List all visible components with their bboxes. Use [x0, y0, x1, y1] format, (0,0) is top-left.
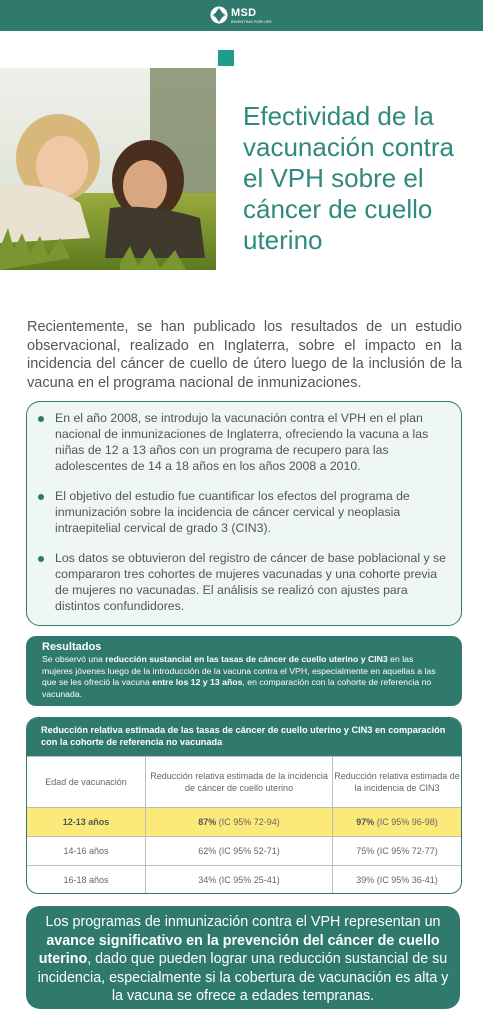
cin-ci: (IC 95% 72-77): [374, 846, 438, 856]
results-text: [42, 654, 446, 700]
table-row: [27, 837, 461, 866]
cin-pct: 75%: [356, 846, 375, 856]
conclusion-box: [26, 906, 460, 1009]
girls-on-grass-image: [0, 68, 216, 270]
bullet-icon: [38, 416, 44, 422]
cin-ci: (IC 95% 96-98): [374, 817, 438, 827]
results-box: [26, 636, 462, 706]
cin-ci: (IC 95% 36-41): [374, 875, 438, 886]
results-emphasis: reducción sustancial en las tasas de cáncer de cuello uterino y CIN3: [105, 654, 388, 664]
results-text-part: , en comparación con la cohorte de referencia no vacunada.: [42, 677, 432, 699]
cin3-cell: [333, 866, 461, 895]
cc-ci: (IC 95% 25-41): [216, 875, 280, 886]
table-header-row: [27, 757, 461, 808]
cc-pct: 87%: [198, 817, 217, 827]
cin3-cell: [333, 808, 461, 837]
header-cin3: Reducción relativa estimada de la incidencia de CIN3: [333, 757, 461, 808]
reduction-table-box: [26, 717, 462, 894]
header-cervical-cancer: Reducción relativa estimada de la incidencia de cáncer de cuello uterino: [146, 757, 333, 808]
table-row: [27, 866, 461, 895]
top-bar: [0, 0, 483, 31]
cervical-cancer-cell: [146, 866, 333, 895]
conclusion-text-part: Los programas de inmunización contra el VPH representan un: [45, 914, 441, 930]
hero-photo: [0, 68, 216, 270]
brand-name: MSD: [231, 7, 257, 19]
cervical-cancer-cell: [146, 837, 333, 866]
study-details-box: [26, 401, 462, 626]
msd-logo: [210, 5, 290, 27]
bullet-item: [55, 550, 451, 614]
accent-square: [218, 50, 234, 66]
cc-pct: 62%: [198, 846, 217, 856]
header-age: Edad de vacunación: [27, 757, 146, 808]
cin3-cell: [333, 837, 461, 866]
bullet-item: [55, 488, 451, 536]
table-title: Reducción relativa estimada de las tasas de cáncer de cuello uterino y CIN3 en comparación con la cohorte de referencia no vacunada: [27, 718, 461, 756]
results-title: Resultados: [42, 641, 102, 653]
cc-ci: (IC 95% 72-94): [216, 817, 280, 827]
cc-pct: 34%: [198, 875, 217, 886]
conclusion-emphasis: avance significativo en la prevención del cáncer de cuello uterino: [38, 932, 440, 967]
page-title: Efectividad de la vacunación contra el VPH sobre el cáncer de cuello uterino: [243, 101, 455, 255]
table-row: [27, 808, 461, 837]
cervical-cancer-cell: [146, 808, 333, 837]
reduction-table: [27, 756, 461, 894]
bullet-text: En el año 2008, se introdujo la vacunación contra el VPH en el plan nacional de inmunizaciones de Inglaterra, ofreciendo la vacuna a las niñas de 12 a 13 años con un programa de recupero para las adolescentes de 14 a 18 años en los años 2008 a 2010.: [55, 411, 429, 473]
cc-ci: (IC 95% 52-71): [216, 846, 280, 856]
bullet-text: Los datos se obtuvieron del registro de cáncer de base poblacional y se compararon tres cohortes de mujeres vacunadas y una cohorte previa de mujeres no vacunadas. El análisis se realizó con ajustes para distintos confundidores.: [55, 551, 447, 613]
bullet-text: El objetivo del estudio fue cuantificar los efectos del programa de inmunización sobre la incidencia de cáncer cervical y neoplasia intraepitelial cervical de grado 3 (CIN3).: [55, 489, 410, 535]
bullet-icon: [38, 556, 44, 562]
msd-logo-icon: [210, 6, 228, 24]
conclusion-text-part: , dado que pueden lograr una reducción sustancial de su incidencia, especialmente si la cobertura de vacunación es alta y la vacuna se ofrece a edades tempranas.: [37, 951, 449, 1004]
age-cell: 12-13 años: [27, 808, 146, 837]
results-emphasis: entre los 12 y 13 años: [152, 677, 243, 687]
age-cell: 16-18 años: [27, 866, 146, 895]
intro-paragraph: Recientemente, se han publicado los resultados de un estudio observacional, realizado en Inglaterra, sobre el impacto en la incidencia del cáncer de cuello de útero luego de la inclusión de la vacuna en el programa nacional de inmunizaciones.: [27, 319, 462, 391]
bullet-item: [55, 410, 451, 474]
results-text-part: en las mujeres jóvenes luego de la introducción de la vacuna contra el VPH, especialmente en aquellas a las que se les ofreció la vacuna: [42, 654, 436, 687]
bullet-icon: [38, 494, 44, 500]
brand-tagline: INVENTING FOR LIFE: [231, 19, 272, 24]
cin-pct: 97%: [356, 817, 375, 827]
cin-pct: 39%: [356, 875, 375, 886]
results-text-part: Se observó una: [42, 654, 106, 664]
age-cell: 14-16 años: [27, 837, 146, 866]
